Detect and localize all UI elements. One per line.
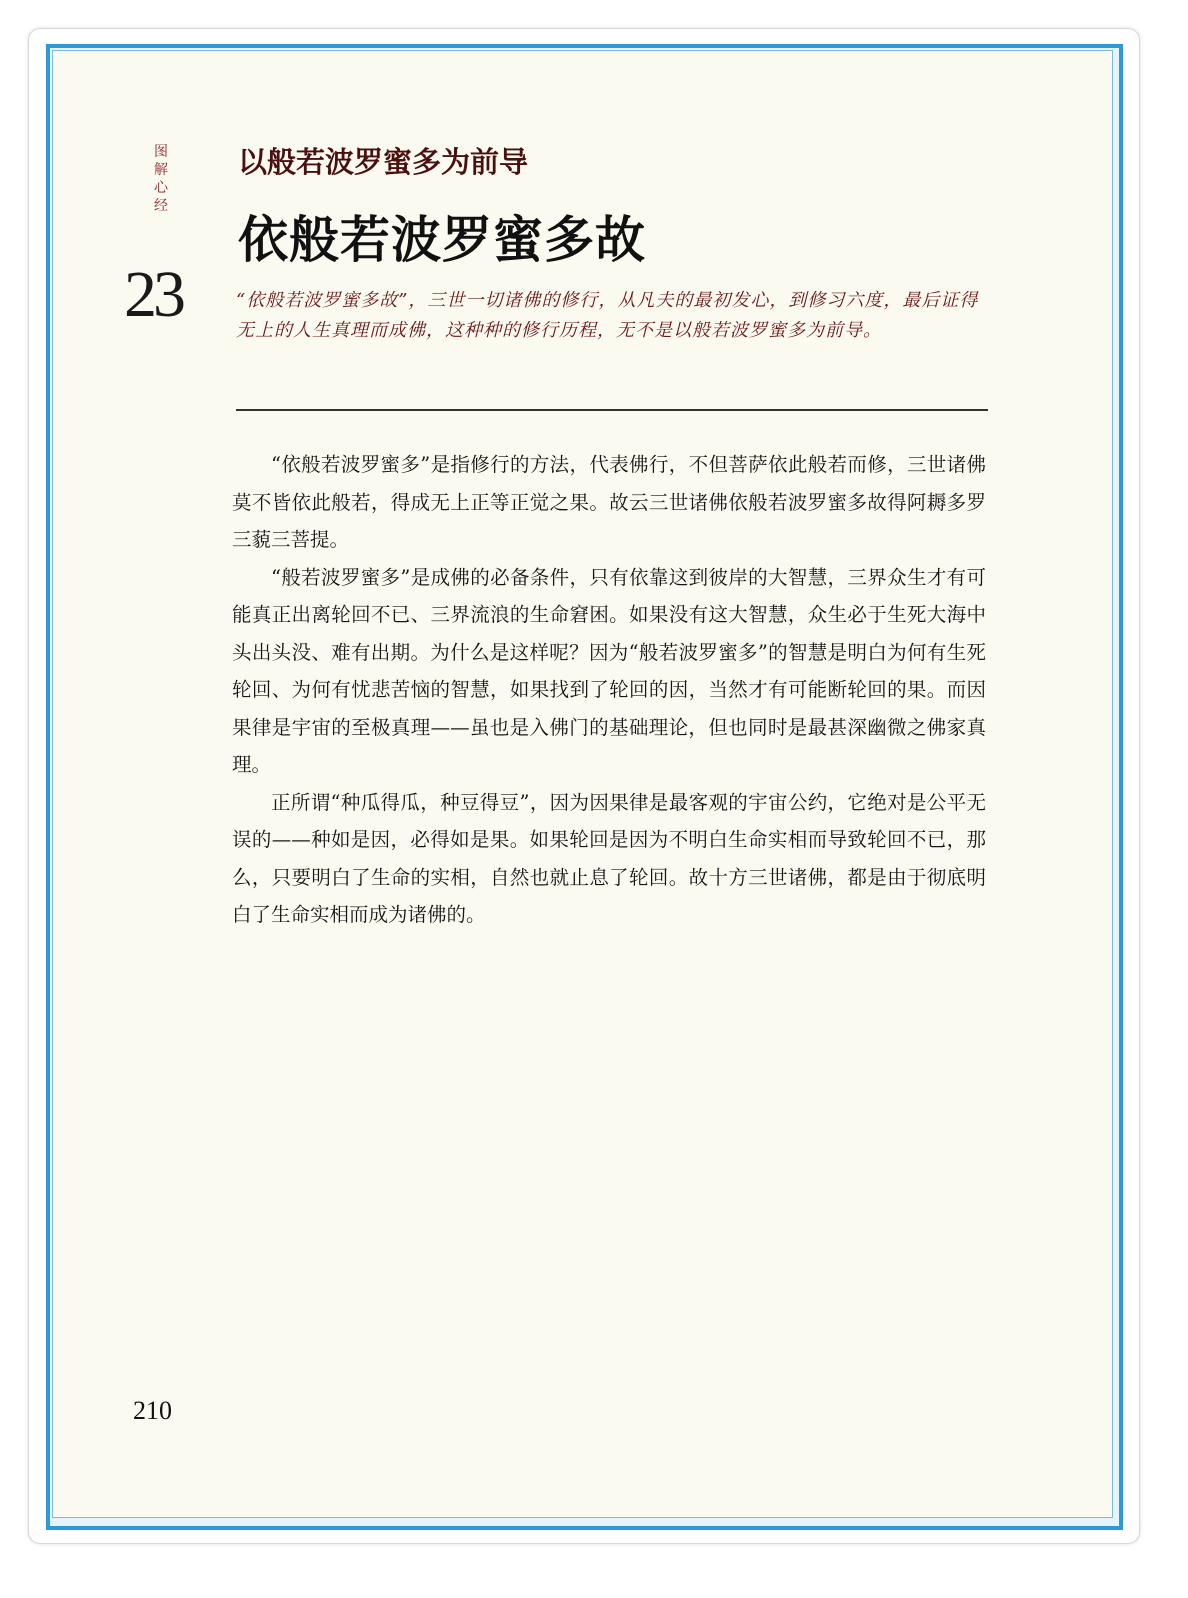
body-paragraph: “依般若波罗蜜多”是指修行的方法，代表佛行，不但菩萨依此般若而修，三世诸佛莫不皆依此般若，得成无上正等正觉之果。故云三世诸佛依般若波罗蜜多故得阿耨多罗三藐三菩提。 [232, 453, 986, 551]
page-title: 依般若波罗蜜多故 [238, 210, 646, 269]
body-text [232, 446, 986, 934]
intro-summary: “依般若波罗蜜多故”，三世一切诸佛的修行，从凡夫的最初发心，到修习六度，最后证得无上的人生真理而成佛，这种种的修行历程，无不是以般若波罗蜜多为前导。 [236, 290, 979, 341]
body-paragraph: “般若波罗蜜多”是成佛的必备条件，只有依靠这到彼岸的大智慧，三界众生才有可能真正出离轮回不已、三界流浪的生命窘困。如果没有这大智慧，众生必于生死大海中头出头没、难有出期。为什么是这样呢？因为“般若波罗蜜多”的智慧是明白为何有生死轮回、为何有忧悲苦恼的智慧，如果找到了轮回的因，当然才有可能断轮回的果。而因果律是宇宙的至极真理——虽也是入佛门的基础理论，但也同时是最甚深幽微之佛家真理。 [232, 565, 986, 776]
page-number: 210 [133, 1396, 172, 1425]
chapter-number: 23 [124, 258, 182, 331]
book-label: 图解心经 [154, 144, 168, 214]
body-paragraph: 正所谓“种瓜得瓜，种豆得豆”，因为因果律是最客观的宇宙公约，它绝对是公平无误的——种如是因，必得如是果。如果轮回是因为不明白生命实相而导致轮回不已，那么，只要明白了生命的实相，自然也就止息了轮回。故十方三世诸佛，都是由于彻底明白了生命实相而成为诸佛的。 [232, 790, 986, 926]
section-subtitle: 以般若波罗蜜多为前导 [238, 145, 529, 179]
divider [236, 409, 988, 411]
